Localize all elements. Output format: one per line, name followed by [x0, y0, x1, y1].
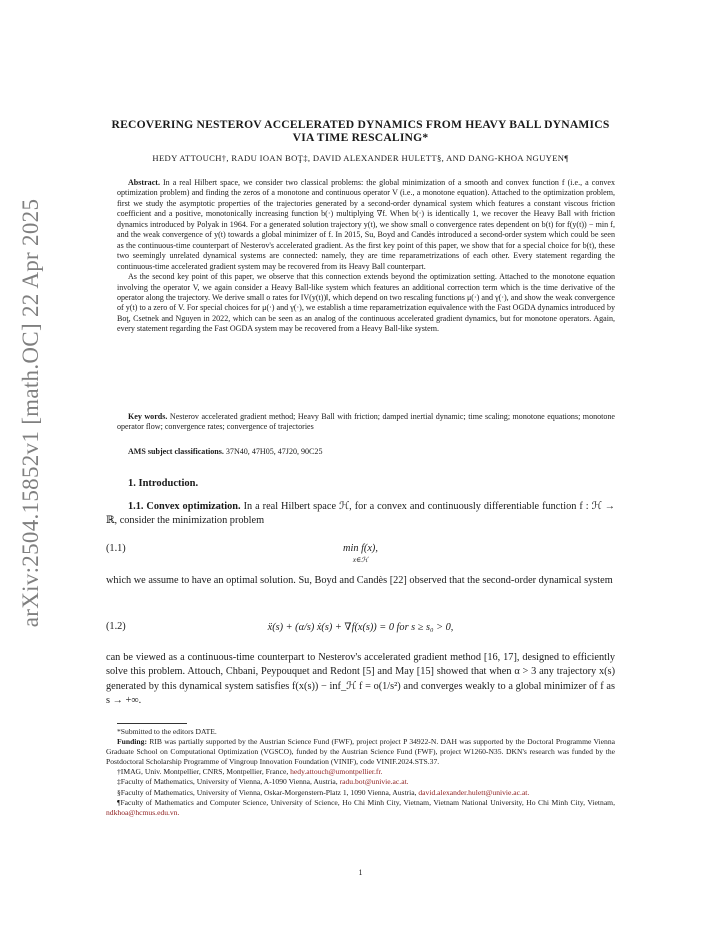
abstract-paragraph-2: As the second key point of this paper, we observe that this connection extends beyond the optimization setting. Attached to the monotone equation involving the operator V, we again consider a Heavy Ball-like system which features an additional correction term which is the time derivative of the operator along the trajectory. We derive small o rates for ‖V(y(t))‖, which depend on two rescaling functions μ(·) and γ(·), and show the weak convergence of y(t) to a zero of V. For special choices for μ(·) and γ(·), we establish a time reparametrization equivalence with the Fast OGDA dynamics introduced by Boţ, Csetnek and Nguyen in 2022, which can be seen as an analog of the continuous accelerated gradient dynamics, but for monotone operators. Again, every statement regarding the Fast OGDA system may be recovered from a Heavy Ball-like system.	[117, 272, 615, 334]
section-heading: 1. Introduction.	[128, 478, 199, 489]
equation-number: (1.2)	[106, 621, 126, 632]
abstract-label: Abstract.	[128, 178, 160, 187]
equation-number: (1.1)	[106, 543, 126, 554]
abstract	[117, 178, 615, 335]
paragraph-3: can be viewed as a continuous-time counterpart to Nesterov's accelerated gradient method [16, 17], designed to efficiently solve this problem. Attouch, Chbani, Peypouquet and Redont [5] and May [15] showed that when α > 3 any trajectory x(s) generated by this dynamical system satisfies f(x(s)) − inf_ℋ f = o(1/s²) and converges weakly to a global minimizer of f as s → +∞.	[106, 652, 615, 706]
abstract-paragraph-1: In a real Hilbert space, we consider two classical problems: the global minimization of a smooth and convex function f (i.e., a convex optimization problem) and finding the zeros of a monotone and continuous operator V (i.e., a monotone equation). Attached to the optimization problem, first we study the asymptotic properties of the trajectories generated by a second-order dynamical system which features a constant viscous friction coefficient and a positive, monotonically increasing function b(·) multiplying ∇f. When b(·) is identically 1, we recover the Heavy Ball with friction dynamics introduced by Polyak in 1964. For a generated solution trajectory y(t), we show small o convergence rates dependent on b(t) for f(y(t)) − min f, and the weak convergence of y(t) towards a global minimizer of f. In 2015, Su, Boyd and Candès introduced a second-order system which could be seen as the continuous-time counterpart of Nesterov's accelerated gradient. As the first key point of this paper, we show that for a special choice for b(t), these two seemingly unrelated dynamical systems are connected: namely, they are time reparametrizations of each other. Every statement regarding the continuous-time accelerated gradient system may be recovered from its Heavy Ball counterpart.	[117, 178, 615, 271]
page-number: 1	[358, 868, 363, 877]
paragraph-2: which we assume to have an optimal solution. Su, Boyd and Candès [22] observed that the second-order dynamical system	[106, 575, 613, 586]
intro-paragraph	[106, 500, 615, 529]
ams-label: AMS subject classifications.	[128, 447, 224, 456]
subsection-heading: 1.1. Convex optimization.	[128, 501, 241, 512]
footnote-author-2: ‡Faculty of Mathematics, University of Vienna, A-1090 Vienna, Austria, radu.bot@univie.ac.at.	[117, 777, 409, 787]
keywords	[117, 412, 615, 433]
footnotes	[106, 727, 615, 818]
arxiv-stamp	[6, 178, 56, 648]
equation-content: ẍ(s) + (α/s) ẋ(s) + ∇f(x(s)) = 0 for s ≥ s₀ > 0,	[267, 622, 454, 633]
email-link[interactable]: hedy.attouch@umontpellier.fr.	[290, 767, 383, 777]
footnote-funding: Funding: RIB was partially supported by the Austrian Science Fund (FWF), project project P 34922-N. DAH was supported by the Doctoral Programme Vienna Graduate School on Computational Optimization (VGSCO), funded by the Austrian Science Fund (FWF), project W1260-N35. DKN's research was funded by the Postdoctoral Scholarship Programme of Vingroup Innovation Foundation (VINIF), code VINIF.2024.STS.37.	[106, 737, 615, 767]
footnote-author-4: ¶Faculty of Mathematics and Computer Science, University of Science, Ho Chi Minh City, Vietnam, Vietnam National University, Ho Chi Minh City, Vietnam, ndkhoa@hcmus.edu.vn.	[106, 797, 615, 817]
subsection-text: In a real Hilbert space ℋ, for a convex and continuously differentiable function f : ℋ → ℝ, consider the minimization problem	[106, 501, 615, 527]
email-link[interactable]: david.alexander.hulett@univie.ac.at.	[418, 787, 530, 797]
author-list: HEDY ATTOUCH†, RADU IOAN BOŢ‡, DAVID ALEXANDER HULETT§, AND DANG-KHOA NGUYEN¶	[152, 153, 569, 163]
paper-title: RECOVERING NESTEROV ACCELERATED DYNAMICS FROM HEAVY BALL DYNAMICS VIA TIME RESCALING*	[111, 118, 610, 144]
ams-text: 37N40, 47H05, 47J20, 90C25	[225, 447, 323, 456]
email-link[interactable]: ndkhoa@hcmus.edu.vn.	[106, 807, 180, 817]
footnote-submitted: *Submitted to the editors DATE.	[117, 727, 217, 736]
arxiv-stamp-text: arXiv:2504.15852v1 [math.OC] 22 Apr 2025	[18, 198, 43, 628]
footnote-author-1: †IMAG, Univ. Montpellier, CNRS, Montpellier, France, hedy.attouch@umontpellier.fr.	[117, 767, 383, 777]
equation-content: min f(x), x∈ℋ	[343, 543, 378, 564]
ams-classifications	[117, 447, 615, 456]
keywords-text: Nesterov accelerated gradient method; Heavy Ball with friction; damped inertial dynamic; time scaling; monotone equations; monotone operator flow; convergence rates; convergence of trajectories	[117, 412, 615, 432]
footnote-rule	[117, 723, 187, 724]
email-link[interactable]: radu.bot@univie.ac.at.	[339, 777, 409, 787]
keywords-label: Key words.	[128, 412, 168, 421]
footnote-author-3: §Faculty of Mathematics, University of Vienna, Oskar-Morgenstern-Platz 1, 1090 Vienna, Austria, david.alexander.hulett@univie.ac.at.	[117, 787, 530, 797]
